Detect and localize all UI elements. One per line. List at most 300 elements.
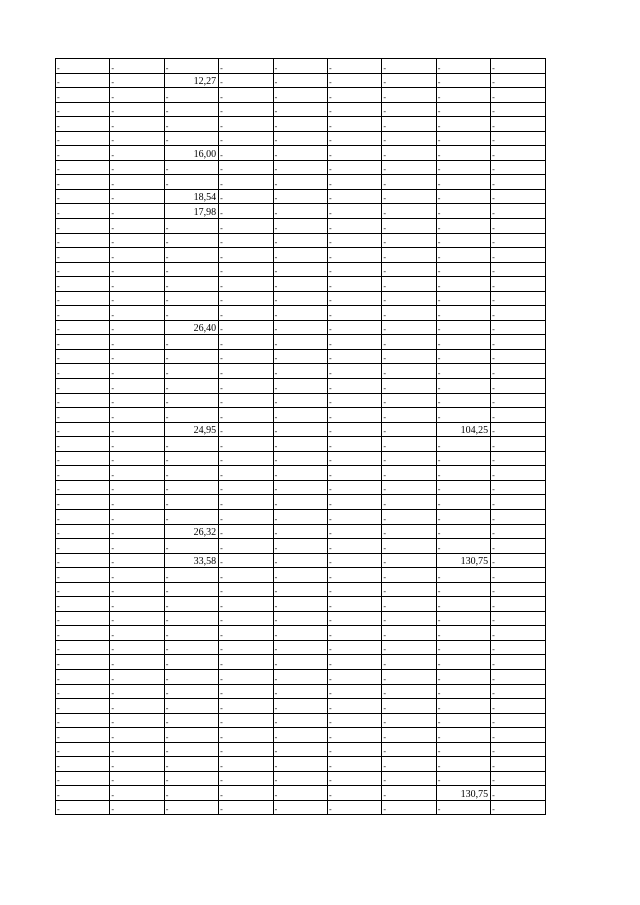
table-row <box>56 175 546 190</box>
table-cell: - <box>273 349 327 364</box>
table-cell: - <box>219 757 273 772</box>
table-cell: - <box>110 626 164 641</box>
table-cell: - <box>273 757 327 772</box>
table-row <box>56 320 546 335</box>
table-cell: - <box>382 117 436 132</box>
table-cell: - <box>56 117 110 132</box>
table-row <box>56 582 546 597</box>
table-cell: - <box>382 582 436 597</box>
table-row <box>56 626 546 641</box>
table-cell: - <box>327 73 381 88</box>
table-cell: - <box>164 655 218 670</box>
table-cell: - <box>219 451 273 466</box>
table-row <box>56 699 546 714</box>
table-cell: - <box>273 495 327 510</box>
table-cell: - <box>382 553 436 568</box>
table-cell: - <box>327 437 381 452</box>
table-cell: - <box>327 131 381 146</box>
table-row <box>56 59 546 74</box>
table-cell: - <box>164 800 218 815</box>
table-cell: - <box>164 757 218 772</box>
table-cell: - <box>164 277 218 292</box>
table-cell: - <box>273 248 327 263</box>
table-row <box>56 684 546 699</box>
table-cell: - <box>56 800 110 815</box>
table-cell: - <box>56 524 110 539</box>
table-cell: - <box>56 102 110 117</box>
table-row <box>56 189 546 204</box>
table-cell: - <box>164 175 218 190</box>
table-cell: 18,54 <box>164 189 218 204</box>
table-cell: - <box>382 306 436 321</box>
table-cell: - <box>164 437 218 452</box>
table-cell: - <box>219 88 273 103</box>
table-cell: - <box>327 713 381 728</box>
table-cell: - <box>110 713 164 728</box>
table-cell: - <box>491 262 545 277</box>
table-cell: - <box>382 73 436 88</box>
table-cell: - <box>164 451 218 466</box>
table-cell: - <box>164 626 218 641</box>
table-cell: - <box>327 88 381 103</box>
table-cell: - <box>56 291 110 306</box>
table-cell: - <box>382 248 436 263</box>
table-cell: - <box>110 466 164 481</box>
table-cell: - <box>382 204 436 219</box>
table-cell: - <box>219 320 273 335</box>
table-cell: - <box>491 655 545 670</box>
table-cell: - <box>382 669 436 684</box>
table-cell: - <box>56 466 110 481</box>
table-cell: - <box>327 655 381 670</box>
table-cell: - <box>56 219 110 234</box>
table-cell: - <box>491 204 545 219</box>
table-row <box>56 233 546 248</box>
table-cell: - <box>56 539 110 554</box>
table-cell: - <box>491 248 545 263</box>
table-row <box>56 248 546 263</box>
table-cell: - <box>164 335 218 350</box>
table-cell: - <box>327 102 381 117</box>
table-cell: - <box>327 539 381 554</box>
table-cell: - <box>110 88 164 103</box>
table-cell: - <box>327 757 381 772</box>
table-cell: - <box>273 88 327 103</box>
table-cell: - <box>110 669 164 684</box>
table-row <box>56 262 546 277</box>
table-cell: - <box>273 233 327 248</box>
table-cell: - <box>110 335 164 350</box>
table-cell: - <box>327 728 381 743</box>
table-row <box>56 713 546 728</box>
table-cell: - <box>491 146 545 161</box>
table-cell: - <box>164 291 218 306</box>
table-cell: - <box>110 757 164 772</box>
table-cell: - <box>491 728 545 743</box>
table-cell: - <box>164 480 218 495</box>
table-cell: - <box>110 364 164 379</box>
table-cell: - <box>164 248 218 263</box>
table-cell: - <box>56 684 110 699</box>
table-cell: - <box>491 189 545 204</box>
table-cell: - <box>164 669 218 684</box>
table-row <box>56 771 546 786</box>
table-cell: - <box>491 437 545 452</box>
table-cell: - <box>436 146 490 161</box>
table-cell: - <box>219 480 273 495</box>
table-cell: - <box>436 408 490 423</box>
table-cell: - <box>491 393 545 408</box>
table-cell: - <box>273 277 327 292</box>
table-cell: - <box>382 175 436 190</box>
table-cell: - <box>164 786 218 801</box>
table-cell: - <box>110 640 164 655</box>
table-cell: - <box>327 597 381 612</box>
table-cell: - <box>436 757 490 772</box>
table-row <box>56 306 546 321</box>
table-row <box>56 291 546 306</box>
table-cell: - <box>219 655 273 670</box>
table-cell: - <box>436 699 490 714</box>
table-cell: - <box>382 466 436 481</box>
table-cell: - <box>164 495 218 510</box>
table-cell: - <box>110 582 164 597</box>
table-cell: - <box>56 597 110 612</box>
table-cell: - <box>327 582 381 597</box>
table-cell: - <box>491 626 545 641</box>
table-cell: - <box>273 437 327 452</box>
table-cell: - <box>436 524 490 539</box>
table-cell: - <box>219 262 273 277</box>
table-cell: - <box>273 640 327 655</box>
table-row <box>56 335 546 350</box>
table-cell: - <box>273 771 327 786</box>
table-cell: - <box>219 626 273 641</box>
table-cell: - <box>436 73 490 88</box>
table-cell: - <box>273 422 327 437</box>
table-cell: - <box>491 524 545 539</box>
table-cell: - <box>382 771 436 786</box>
table-cell: - <box>382 626 436 641</box>
table-cell: - <box>219 582 273 597</box>
table-cell: - <box>382 408 436 423</box>
table-cell: - <box>56 146 110 161</box>
table-cell: - <box>273 509 327 524</box>
table-cell: - <box>56 204 110 219</box>
table-row <box>56 597 546 612</box>
table-cell: - <box>164 160 218 175</box>
table-cell: - <box>219 364 273 379</box>
table-cell: - <box>56 349 110 364</box>
table-row <box>56 379 546 394</box>
table-cell: - <box>273 568 327 583</box>
table-cell: - <box>110 742 164 757</box>
table-cell: - <box>436 713 490 728</box>
table-cell: - <box>273 59 327 74</box>
table-row <box>56 786 546 801</box>
table-cell: - <box>56 480 110 495</box>
table-cell: - <box>164 539 218 554</box>
table-cell: - <box>436 771 490 786</box>
table-row <box>56 466 546 481</box>
table-cell: - <box>327 117 381 132</box>
table-cell: - <box>382 524 436 539</box>
table-cell: - <box>56 582 110 597</box>
table-cell: - <box>219 553 273 568</box>
table-cell: - <box>219 131 273 146</box>
table-cell: - <box>436 175 490 190</box>
table-cell: - <box>219 73 273 88</box>
table-row <box>56 204 546 219</box>
table-cell: 130,75 <box>436 553 490 568</box>
table-cell: - <box>110 728 164 743</box>
table-row <box>56 757 546 772</box>
table-cell: - <box>436 480 490 495</box>
table-cell: - <box>491 219 545 234</box>
table-cell: - <box>436 349 490 364</box>
table-cell: - <box>382 146 436 161</box>
table-cell: - <box>273 669 327 684</box>
table-cell: - <box>491 742 545 757</box>
table-row <box>56 539 546 554</box>
table-cell: - <box>327 800 381 815</box>
table-cell: - <box>382 262 436 277</box>
table-cell: - <box>56 73 110 88</box>
table-cell: - <box>164 611 218 626</box>
table-cell: - <box>110 160 164 175</box>
table-cell: - <box>436 393 490 408</box>
table-cell: - <box>273 611 327 626</box>
table-cell: - <box>436 800 490 815</box>
table-cell: - <box>219 219 273 234</box>
table-cell: - <box>219 277 273 292</box>
table-cell: - <box>219 800 273 815</box>
table-cell: - <box>491 73 545 88</box>
table-cell: - <box>56 59 110 74</box>
table-cell: - <box>219 291 273 306</box>
table-cell: - <box>219 408 273 423</box>
table-row <box>56 524 546 539</box>
table-cell: - <box>110 102 164 117</box>
table-cell: - <box>273 393 327 408</box>
table-row <box>56 349 546 364</box>
table-row <box>56 495 546 510</box>
table-cell: - <box>382 277 436 292</box>
table-cell: - <box>491 175 545 190</box>
table-cell: - <box>273 160 327 175</box>
table-cell: - <box>436 655 490 670</box>
table-row <box>56 655 546 670</box>
table-cell: 104,25 <box>436 422 490 437</box>
table-cell: - <box>491 786 545 801</box>
table-cell: - <box>382 757 436 772</box>
table-cell: - <box>436 597 490 612</box>
table-cell: - <box>164 684 218 699</box>
table-cell: - <box>219 248 273 263</box>
table-cell: - <box>491 713 545 728</box>
table-cell: - <box>273 131 327 146</box>
table-cell: - <box>491 800 545 815</box>
table-cell: - <box>382 480 436 495</box>
table-row <box>56 451 546 466</box>
table-cell: - <box>110 655 164 670</box>
table-cell: - <box>164 509 218 524</box>
table-cell: - <box>327 480 381 495</box>
table-cell: - <box>327 742 381 757</box>
table-cell: - <box>110 422 164 437</box>
table-cell: - <box>219 640 273 655</box>
table-cell: - <box>491 757 545 772</box>
table-cell: - <box>56 393 110 408</box>
table-row <box>56 568 546 583</box>
table-cell: - <box>219 524 273 539</box>
table-cell: - <box>436 59 490 74</box>
table-cell: - <box>273 524 327 539</box>
table-cell: - <box>219 786 273 801</box>
table-cell: - <box>327 335 381 350</box>
table-cell: - <box>219 669 273 684</box>
table-cell: - <box>327 175 381 190</box>
table-cell: - <box>219 713 273 728</box>
table-cell: 26,40 <box>164 320 218 335</box>
table-cell: - <box>219 233 273 248</box>
table-cell: - <box>164 728 218 743</box>
table-cell: - <box>382 611 436 626</box>
table-cell: - <box>56 713 110 728</box>
table-cell: - <box>273 728 327 743</box>
table-cell: - <box>382 59 436 74</box>
table-cell: - <box>491 364 545 379</box>
table-cell: - <box>219 728 273 743</box>
table-cell: - <box>110 597 164 612</box>
table-cell: - <box>436 306 490 321</box>
table-cell: - <box>56 640 110 655</box>
table-cell: - <box>273 553 327 568</box>
table-row <box>56 117 546 132</box>
table-cell: - <box>327 146 381 161</box>
table-cell: - <box>436 160 490 175</box>
table-cell: - <box>382 495 436 510</box>
table-cell: - <box>382 364 436 379</box>
table-cell: - <box>219 437 273 452</box>
table-cell: - <box>273 466 327 481</box>
table-cell: - <box>56 408 110 423</box>
table-cell: - <box>219 466 273 481</box>
table-row <box>56 73 546 88</box>
table-cell: - <box>273 408 327 423</box>
table-cell: - <box>491 131 545 146</box>
table-cell: - <box>382 422 436 437</box>
table-cell: - <box>436 204 490 219</box>
table-cell: - <box>491 539 545 554</box>
table-cell: - <box>110 131 164 146</box>
table-cell: - <box>219 102 273 117</box>
table-cell: - <box>436 189 490 204</box>
table-cell: - <box>219 349 273 364</box>
table-cell: - <box>327 349 381 364</box>
table-cell: - <box>110 699 164 714</box>
table-cell: - <box>327 408 381 423</box>
table-cell: - <box>164 640 218 655</box>
table-cell: - <box>164 393 218 408</box>
table-cell: - <box>56 379 110 394</box>
table-cell: - <box>382 451 436 466</box>
table-row <box>56 611 546 626</box>
table-cell: - <box>56 364 110 379</box>
table-cell: - <box>327 684 381 699</box>
table-cell: - <box>491 466 545 481</box>
table-cell: - <box>382 131 436 146</box>
table-cell: - <box>273 291 327 306</box>
table-cell: - <box>327 204 381 219</box>
table-cell: - <box>164 88 218 103</box>
table-cell: - <box>56 742 110 757</box>
table-cell: - <box>164 349 218 364</box>
table-cell: - <box>164 582 218 597</box>
table-cell: - <box>273 262 327 277</box>
table-cell: - <box>491 160 545 175</box>
table-cell: - <box>327 262 381 277</box>
table-cell: - <box>56 277 110 292</box>
table-cell: - <box>436 437 490 452</box>
table-cell: - <box>327 640 381 655</box>
table-cell: - <box>382 713 436 728</box>
table-cell: - <box>327 379 381 394</box>
table-cell: - <box>219 335 273 350</box>
table-cell: - <box>327 248 381 263</box>
table-cell: - <box>491 335 545 350</box>
table-cell: - <box>436 335 490 350</box>
table-cell: - <box>491 451 545 466</box>
table-cell: - <box>491 568 545 583</box>
table-cell: - <box>382 786 436 801</box>
table-row <box>56 364 546 379</box>
table-cell: - <box>110 117 164 132</box>
table-cell: - <box>273 73 327 88</box>
table-cell: - <box>327 233 381 248</box>
table-cell: - <box>164 466 218 481</box>
table-cell: 17,98 <box>164 204 218 219</box>
table-cell: - <box>436 277 490 292</box>
table-cell: - <box>164 59 218 74</box>
table-cell: - <box>273 219 327 234</box>
table-cell: - <box>110 219 164 234</box>
table-cell: - <box>110 495 164 510</box>
table-cell: - <box>491 669 545 684</box>
table-cell: - <box>164 597 218 612</box>
table-cell: - <box>56 437 110 452</box>
table-cell: - <box>436 582 490 597</box>
table-cell: - <box>164 742 218 757</box>
table-cell: - <box>273 379 327 394</box>
table-cell: - <box>436 262 490 277</box>
table-cell: - <box>382 742 436 757</box>
table-cell: - <box>491 349 545 364</box>
table-cell: - <box>491 640 545 655</box>
table-cell: - <box>273 786 327 801</box>
table-cell: - <box>164 408 218 423</box>
table-cell: - <box>110 277 164 292</box>
table-cell: - <box>436 233 490 248</box>
table-cell: - <box>56 495 110 510</box>
table-row <box>56 422 546 437</box>
table-cell: - <box>382 160 436 175</box>
table-cell: - <box>273 480 327 495</box>
table-cell: - <box>56 611 110 626</box>
table-cell: - <box>219 684 273 699</box>
table-cell: - <box>327 771 381 786</box>
table-cell: - <box>273 175 327 190</box>
